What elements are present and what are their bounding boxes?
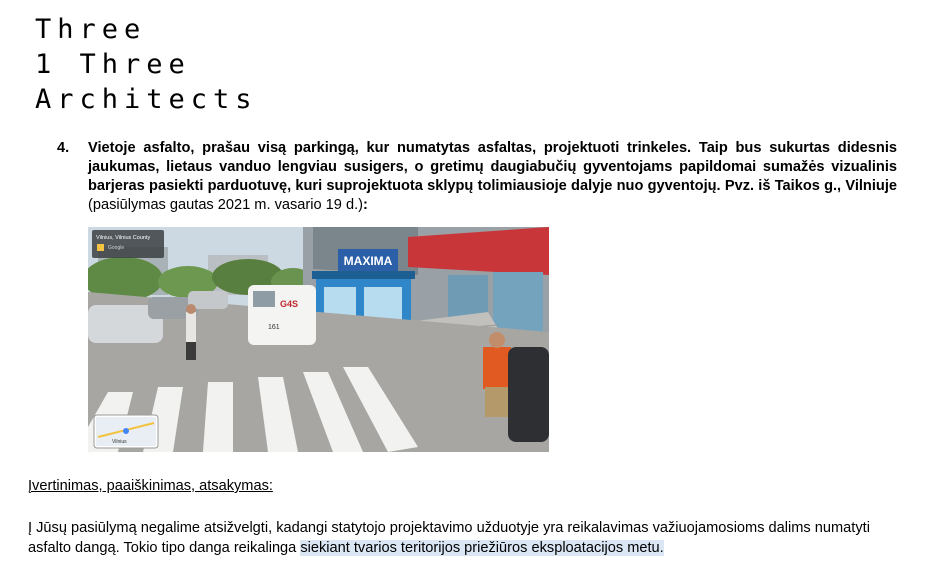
proposal-colon: :	[363, 197, 368, 213]
evaluation-text-highlight: siekiant tvarios teritorijos priežiūros eksploatacijos metu.	[300, 540, 664, 556]
proposal-number: 4.	[57, 140, 70, 156]
logo-line-3: Architects	[35, 84, 258, 115]
proposal-text	[88, 139, 897, 215]
van-logo: G4S	[280, 299, 299, 309]
street-view-illustration	[88, 227, 549, 452]
street-view-photo	[88, 227, 549, 452]
minimap-label: Vilnius	[112, 439, 127, 445]
panel-sub: Google	[108, 245, 125, 251]
proposal-text-bold: Vietoje asfalto, prašau visą parkingą, kur numatytas asfaltas, projektuoti trinkeles. Taip bus sukurtas didesnis jaukumas, lietaus vanduo lengviau susigers, o gretimų daugiabučių gyventojams papildomai sumažės vizualinis barjeras pasiekti parduotuvę, kuri suprojektuota sklypų tolimiausioje dalyje nuo gyventojų. Pvz. iš Taikos g., Vilniuje	[88, 140, 897, 194]
proposal-date-note: (pasiūlymas gautas 2021 m. vasario 19 d.)	[88, 197, 363, 213]
company-logo	[35, 12, 258, 117]
evaluation-text-plain: Į Jūsų pasiūlymą negalime atsižvelgti, kadangi statytojo projektavimo užduotyje yra reikalavimas važiuojamosioms dalims numatyti asfalto dangą. Tokio tipo danga reikalinga	[28, 520, 870, 556]
van-number: 161	[268, 324, 280, 331]
store-sign: MAXIMA	[343, 254, 393, 268]
proposal-item	[57, 139, 897, 215]
evaluation-label: Įvertinimas, paaiškinimas, atsakymas:	[28, 478, 273, 494]
logo-line-2: 1 Three	[35, 49, 191, 80]
evaluation-text	[28, 518, 908, 558]
logo-line-1: Three	[35, 14, 147, 45]
panel-title: Vilnius, Vilnius County	[96, 235, 151, 241]
